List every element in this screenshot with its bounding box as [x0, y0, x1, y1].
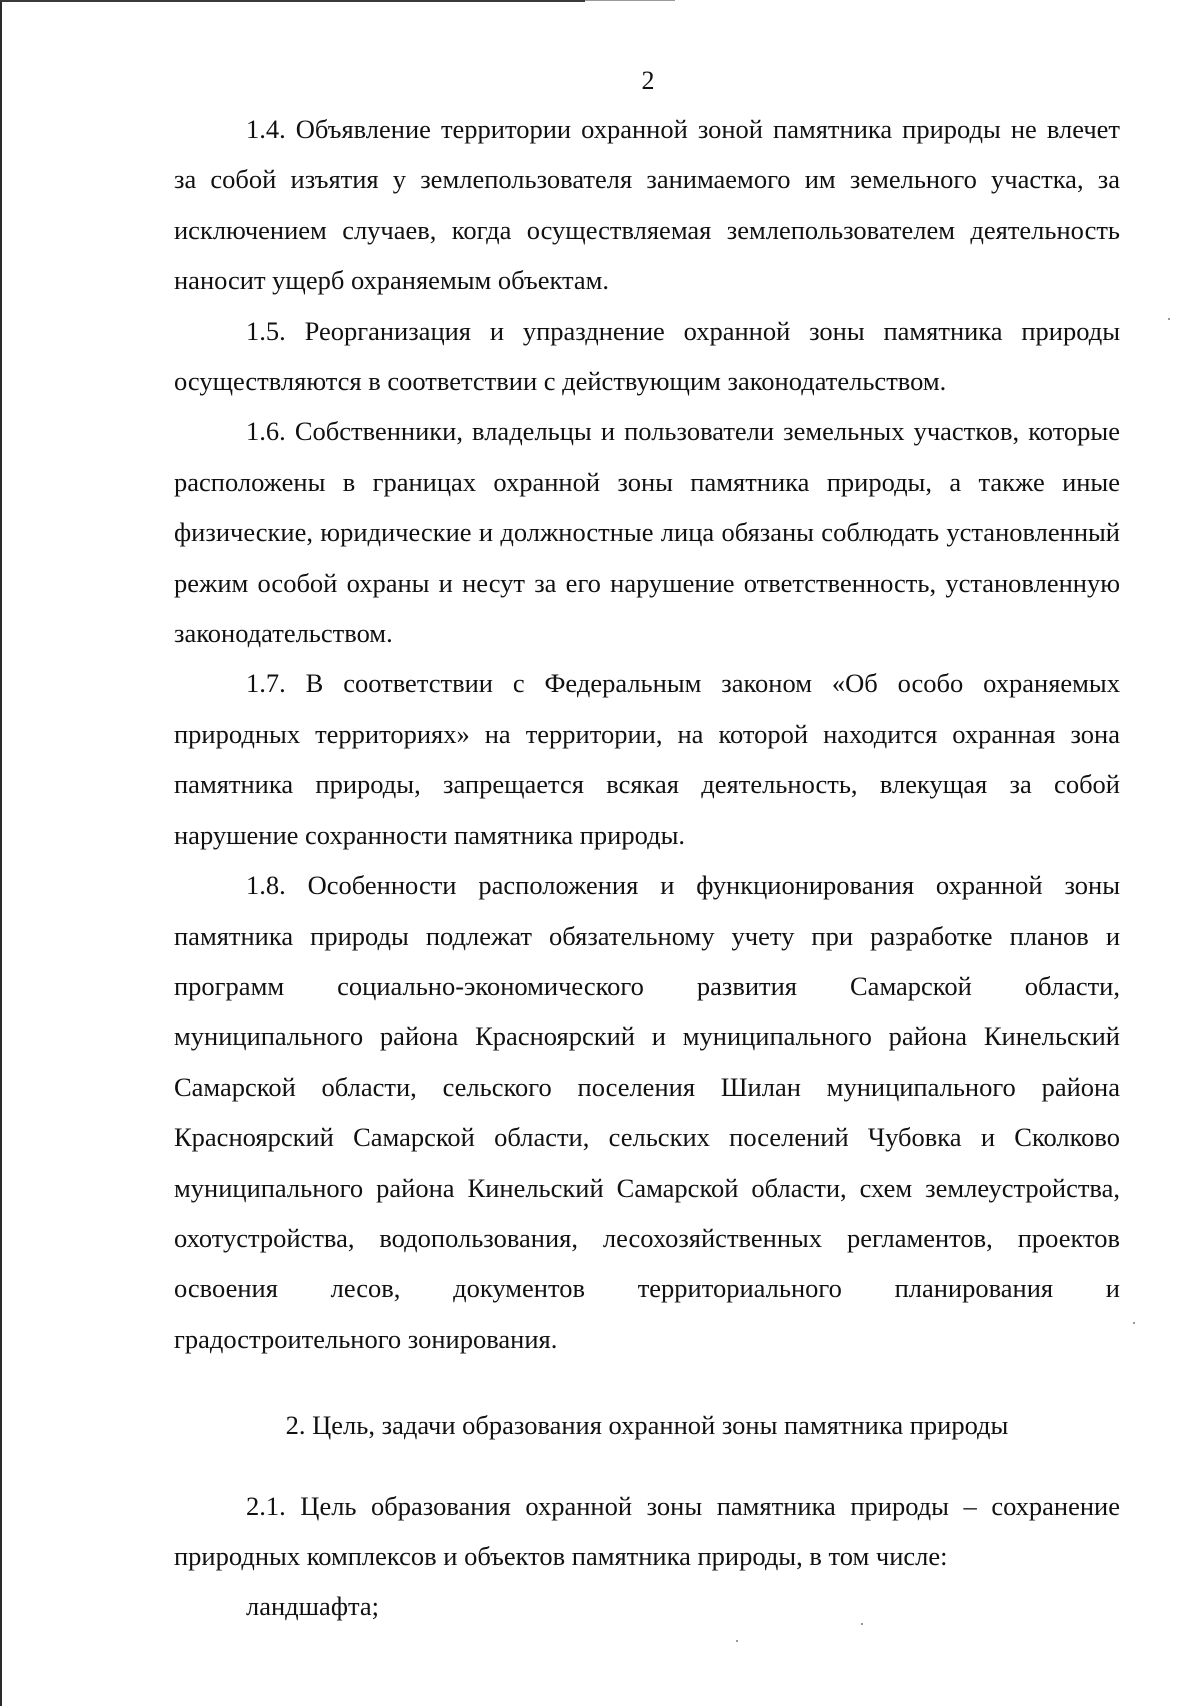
scan-border-top-faint — [585, 0, 675, 1]
paragraph-1-4: 1.4. Объявление территории охранной зоной памятника природы не влечет за собой изъятия у землепользователя занимаемого им земельного участка, за исключением случаев, когда осуществляемая землепользователем деятельность наносит ущерб охраняемым объектам. — [174, 114, 1120, 296]
paragraph-2-1: 2.1. Цель образования охранной зоны памятника природы – сохранение природных комплексов и объектов памятника природы, в том числе: — [174, 1490, 1120, 1571]
scan-border-top — [0, 0, 585, 2]
scan-border-left — [0, 0, 2, 1706]
scan-speck — [861, 1623, 863, 1625]
paragraph-1-7: 1.7. В соответствии с Федеральным законом «Об особо охраняемых природных территориях» на территории, на которой находится охранная зона памятника природы, запрещается всякая деятельность, влекущая за собой нарушение сохранности памятника природы. — [174, 668, 1120, 850]
scan-speck — [1133, 1322, 1135, 1324]
document-body — [174, 104, 1120, 1632]
scan-speck — [736, 1640, 738, 1642]
paragraph-1-5: 1.5. Реорганизация и упразднение охранной зоны памятника природы осуществляются в соответствии с действующим законодательством. — [174, 315, 1120, 397]
section-heading: 2. Цель, задачи образования охранной зоны памятника природы — [285, 1410, 1009, 1441]
paragraph-1-8: 1.8. Особенности расположения и функционирования охранной зоны памятника природы подлежат обязательному учету при разработке планов и программ социально-экономического развития Самарской области, муниципального района Красноярский и муниципального района Кинельский Самарской области, сельского поселения Шилан муниципального района Красноярский Самарской области, сельских поселений Чубовка и Сколково муниципального района Кинельский Самарской области, схем землеустройства, охотустройства, водопользования, лесохозяйственных регламентов, проектов освоения лесов, документов территориального планирования и градостроительного зонирования. — [174, 870, 1120, 1354]
page-number: 2 — [641, 66, 655, 95]
scan-speck — [1168, 318, 1170, 320]
list-item: ландшафта; — [246, 1591, 380, 1622]
paragraph-1-6: 1.6. Собственники, владельцы и пользователи земельных участков, которые расположены в границах охранной зоны памятника природы, а также иные физические, юридические и должностные лица обязаны соблюдать установленный режим особой охраны и несут за его нарушение ответственность, установленную законодательством. — [174, 416, 1120, 649]
